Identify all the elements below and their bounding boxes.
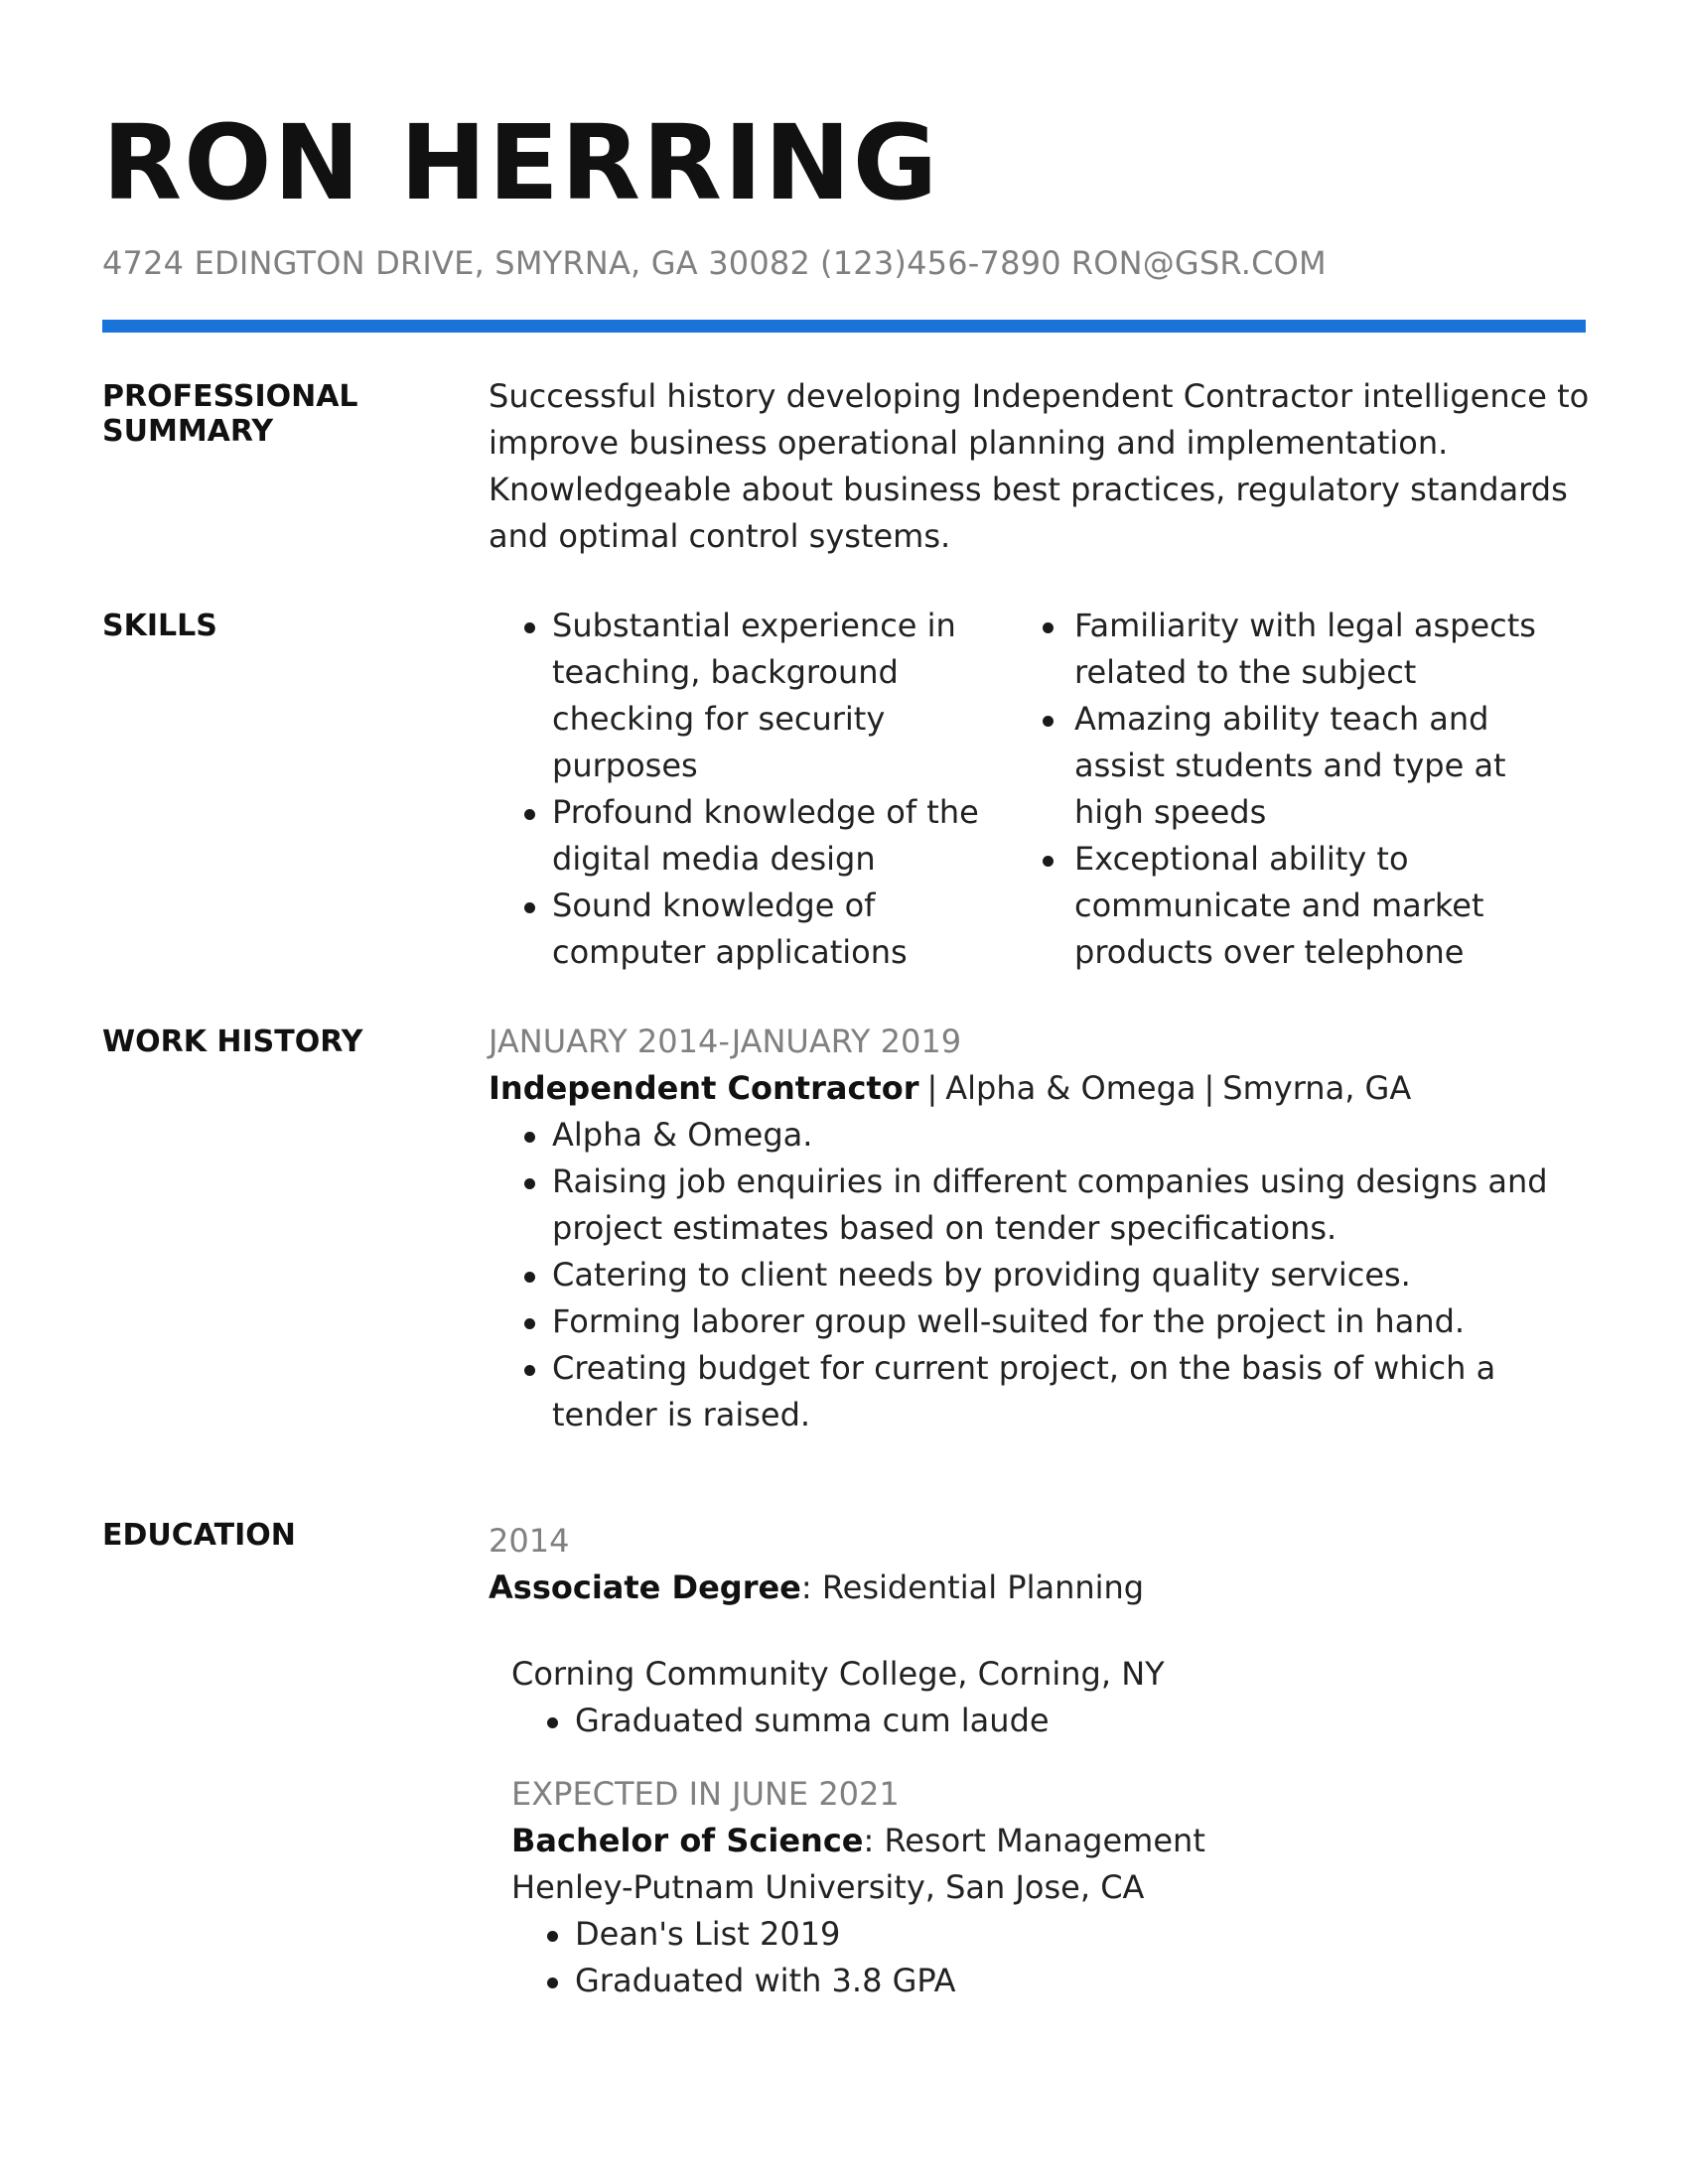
skill-item: Sound knowledge of computer applications [489, 883, 1015, 976]
school: Henley-Putnam University, San Jose, CA [511, 1868, 1145, 1906]
work-bullet: Forming laborer group well-suited for the project in hand. [489, 1298, 1591, 1345]
header-divider [102, 320, 1586, 333]
skill-item: Familiarity with legal aspects related to the subject [1039, 603, 1565, 696]
education-title: EDUCATION [102, 1518, 296, 1553]
work-bullet: Catering to client needs by providing quality services. [489, 1252, 1591, 1298]
summary-title: PROFESSIONAL SUMMARY [102, 379, 358, 449]
degree: Bachelor of Science [511, 1822, 864, 1859]
education-date: EXPECTED IN JUNE 2021 [511, 1775, 900, 1813]
skills-column-left [489, 603, 1015, 976]
education-bullet: Dean's List 2019 [511, 1911, 1591, 1958]
work-dates: JANUARY 2014-JANUARY 2019 [489, 1023, 962, 1060]
work-bullets [489, 1112, 1591, 1438]
summary-body [489, 373, 1591, 560]
skill-item: Substantial experience in teaching, background checking for security purposes [489, 603, 1015, 789]
email: RON@GSR.COM [1070, 244, 1327, 282]
skill-item: Profound knowledge of the digital media design [489, 789, 1015, 883]
company: Alpha & Omega [945, 1069, 1196, 1107]
separator: | [926, 1069, 938, 1107]
candidate-name: RON HERRING [102, 102, 940, 223]
work-bullet: Raising job enquiries in different companies using designs and project estimates based on tender specifications. [489, 1159, 1591, 1252]
degree: Associate Degree [489, 1569, 801, 1606]
education-bullet: Graduated with 3.8 GPA [511, 1958, 1591, 2004]
school: Corning Community College, Corning, NY [511, 1655, 1165, 1693]
skill-item: Exceptional ability to communicate and market products over telephone [1039, 836, 1565, 976]
job-line [489, 1065, 1591, 1112]
education-date: 2014 [489, 1522, 570, 1560]
degree-line [489, 1565, 1591, 1611]
separator: | [1203, 1069, 1215, 1107]
work-title: WORK HISTORY [102, 1024, 363, 1059]
degree-line [511, 1818, 1591, 1864]
work-bullet: Creating budget for current project, on the basis of which a tender is raised. [489, 1345, 1591, 1438]
education-entry [489, 1771, 1591, 2004]
address: 4724 EDINGTON DRIVE, SMYRNA, GA 30082 [102, 244, 811, 282]
phone: (123)456-7890 [820, 244, 1061, 282]
field-of-study: : Resort Management [863, 1822, 1205, 1859]
skills-column-right [1039, 603, 1565, 976]
field-of-study: : Residential Planning [800, 1569, 1145, 1606]
job-title: Independent Contractor [489, 1069, 919, 1107]
contact-info [102, 244, 1336, 282]
education-body [489, 1518, 1591, 2004]
education-bullet: Graduated summa cum laude [511, 1698, 1591, 1744]
skills-body [489, 603, 1591, 976]
skill-item: Amazing ability teach and assist students and type at high speeds [1039, 696, 1565, 836]
job-location: Smyrna, GA [1222, 1069, 1412, 1107]
work-body [489, 1019, 1591, 1438]
summary-text: Successful history developing Independent Contractor intelligence to improve business operational planning and implementation. Knowledgeable about business best practices, regulatory standards and optimal control systems. [489, 377, 1590, 555]
education-entry [489, 1518, 1591, 1744]
work-bullet: Alpha & Omega. [489, 1112, 1591, 1159]
skills-title: SKILLS [102, 609, 217, 643]
